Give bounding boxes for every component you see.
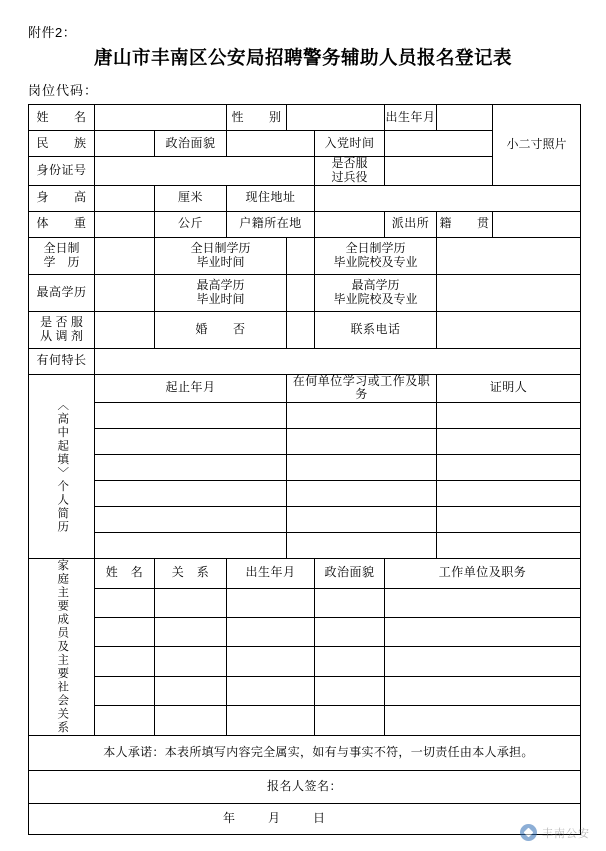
weight-unit: 公斤 — [155, 211, 227, 237]
resume-unit-cell[interactable] — [287, 403, 437, 429]
table-row — [29, 803, 581, 834]
fulltime-graduation-time-value[interactable] — [287, 237, 315, 274]
household-value[interactable] — [315, 211, 385, 237]
political-status-value[interactable] — [227, 131, 315, 157]
family-vertical-label-wrap — [29, 559, 94, 735]
gender-value[interactable] — [287, 105, 385, 131]
highest-graduation-time-value[interactable] — [287, 274, 315, 311]
table-row — [29, 348, 581, 374]
signature-label[interactable]: 报名人签名： — [29, 770, 581, 803]
family-name-cell[interactable] — [95, 676, 155, 705]
family-header-birth: 出生年月 — [227, 559, 315, 588]
table-row — [29, 455, 581, 481]
marriage-value[interactable] — [287, 311, 315, 348]
resume-period-cell[interactable] — [95, 403, 287, 429]
resume-witness-cell[interactable] — [437, 455, 581, 481]
phone-label: 联系电话 — [315, 311, 437, 348]
table-row — [29, 274, 581, 311]
resume-witness-cell[interactable] — [437, 507, 581, 533]
watermark — [520, 824, 590, 841]
family-relation-cell[interactable] — [155, 676, 227, 705]
table-row — [29, 237, 581, 274]
table-row — [29, 185, 581, 211]
name-label: 姓 名 — [29, 105, 95, 131]
family-vertical-text: 家庭主要成员及主要社会关系 — [56, 559, 69, 735]
height-value[interactable] — [95, 185, 155, 211]
resume-header-unit: 在何单位学习或工作及职务 — [287, 374, 437, 403]
resume-unit-cell[interactable] — [287, 481, 437, 507]
military-service-label — [315, 157, 385, 186]
fulltime-school-line1: 全日制学历 — [345, 240, 406, 255]
family-birth-cell[interactable] — [227, 588, 315, 617]
registration-form-table — [28, 104, 581, 835]
highest-graduation-time-label — [155, 274, 287, 311]
family-header-work: 工作单位及职务 — [385, 559, 581, 588]
phone-value[interactable] — [437, 311, 581, 348]
table-row — [29, 105, 581, 131]
table-row — [29, 403, 581, 429]
family-birth-cell[interactable] — [227, 647, 315, 676]
specialty-value[interactable] — [95, 348, 581, 374]
resume-unit-cell[interactable] — [287, 533, 437, 559]
date-line[interactable]: 年 月 日 — [29, 803, 581, 834]
family-work-cell[interactable] — [385, 618, 581, 647]
page-title: 唐山市丰南区公安局招聘警务辅助人员报名登记表 — [93, 49, 512, 69]
fulltime-education-label — [29, 237, 95, 274]
table-row — [29, 507, 581, 533]
fulltime-school-label — [315, 237, 437, 274]
highest-education-value[interactable] — [95, 274, 155, 311]
weight-value[interactable] — [95, 211, 155, 237]
resume-header-witness: 证明人 — [437, 374, 581, 403]
military-service-value[interactable] — [385, 157, 493, 186]
fulltime-graduation-time-line2: 毕业时间 — [196, 254, 245, 269]
birth-label: 出生年月 — [385, 105, 437, 131]
household-label: 户籍所在地 — [227, 211, 315, 237]
family-name-cell[interactable] — [95, 706, 155, 735]
fulltime-graduation-time-line1: 全日制学历 — [190, 240, 251, 255]
table-row — [29, 429, 581, 455]
promise-text: 本人承诺：本表所填写内容完全属实，如有与事实不符，一切责任由本人承担。 — [29, 735, 581, 770]
height-unit: 厘米 — [155, 185, 227, 211]
resume-period-cell[interactable] — [95, 507, 287, 533]
resume-unit-cell[interactable] — [287, 455, 437, 481]
resume-unit-cell[interactable] — [287, 507, 437, 533]
family-relation-cell[interactable] — [155, 618, 227, 647]
resume-unit-cell[interactable] — [287, 429, 437, 455]
height-label: 身 高 — [29, 185, 95, 211]
table-row — [29, 481, 581, 507]
resume-period-cell[interactable] — [95, 455, 287, 481]
family-header-name: 姓 名 — [95, 559, 155, 588]
highest-education-label: 最高学历 — [29, 274, 95, 311]
photo-placeholder: 小二寸照片 — [493, 105, 581, 186]
political-status-label: 政治面貌 — [155, 131, 227, 157]
table-row — [29, 374, 581, 403]
nation-label: 民 族 — [29, 131, 95, 157]
resume-vertical-text: 〈高中起填〉个人简历 — [56, 398, 69, 534]
fulltime-school-value[interactable] — [437, 237, 581, 274]
family-relation-cell[interactable] — [155, 588, 227, 617]
resume-vertical-label-wrap — [29, 375, 94, 559]
family-political-cell[interactable] — [315, 588, 385, 617]
id-number-value[interactable] — [95, 157, 315, 186]
resume-witness-cell[interactable] — [437, 429, 581, 455]
obey-assignment-line1: 是 否 服 — [40, 314, 83, 329]
gender-label: 性 别 — [227, 105, 287, 131]
family-work-cell[interactable] — [385, 676, 581, 705]
obey-assignment-line2: 从 调 剂 — [40, 328, 83, 343]
address-value[interactable] — [315, 185, 581, 211]
resume-witness-cell[interactable] — [437, 403, 581, 429]
marriage-label: 婚 否 — [155, 311, 287, 348]
native-place-value[interactable] — [493, 211, 581, 237]
family-header-political: 政治面貌 — [315, 559, 385, 588]
post-code-label: 岗位代码： — [28, 83, 99, 98]
highest-school-value[interactable] — [437, 274, 581, 311]
family-work-cell[interactable] — [385, 647, 581, 676]
party-date-value[interactable] — [385, 131, 493, 157]
table-row — [29, 735, 581, 770]
family-relation-cell[interactable] — [155, 706, 227, 735]
family-name-cell[interactable] — [95, 618, 155, 647]
table-row — [29, 588, 581, 617]
obey-assignment-label — [29, 311, 95, 348]
table-row — [29, 533, 581, 559]
table-row — [29, 770, 581, 803]
family-relation-cell[interactable] — [155, 647, 227, 676]
obey-assignment-value[interactable] — [95, 311, 155, 348]
resume-period-cell[interactable] — [95, 533, 287, 559]
table-row — [29, 211, 581, 237]
resume-vertical-label — [29, 374, 95, 559]
family-political-cell[interactable] — [315, 618, 385, 647]
highest-school-line1: 最高学历 — [351, 277, 400, 292]
fulltime-graduation-time-label — [155, 237, 287, 274]
family-birth-cell[interactable] — [227, 676, 315, 705]
family-header-relation: 关 系 — [155, 559, 227, 588]
fulltime-education-label-line1: 全日制 — [43, 240, 80, 255]
police-badge-icon — [520, 824, 537, 841]
watermark-text: 丰南公安 — [542, 827, 590, 840]
family-name-cell[interactable] — [95, 647, 155, 676]
weight-label: 体 重 — [29, 211, 95, 237]
table-row — [29, 311, 581, 348]
table-row — [29, 706, 581, 735]
family-work-cell[interactable] — [385, 588, 581, 617]
address-label: 现住地址 — [227, 185, 315, 211]
resume-period-cell[interactable] — [95, 481, 287, 507]
family-name-cell[interactable] — [95, 588, 155, 617]
family-work-cell[interactable] — [385, 706, 581, 735]
fulltime-education-value[interactable] — [95, 237, 155, 274]
highest-graduation-time-line2: 毕业时间 — [196, 291, 245, 306]
table-row — [29, 647, 581, 676]
family-birth-cell[interactable] — [227, 618, 315, 647]
fulltime-school-line2: 毕业院校及专业 — [333, 254, 418, 269]
table-row — [29, 676, 581, 705]
military-service-label-line2: 过兵役 — [331, 169, 368, 184]
nation-value[interactable] — [95, 131, 155, 157]
highest-school-label — [315, 274, 437, 311]
specialty-label: 有何特长 — [29, 348, 95, 374]
highest-graduation-time-line1: 最高学历 — [196, 277, 245, 292]
table-row — [29, 559, 581, 588]
resume-witness-cell[interactable] — [437, 481, 581, 507]
name-value[interactable] — [95, 105, 227, 131]
birth-value[interactable] — [437, 105, 493, 131]
highest-school-line2: 毕业院校及专业 — [333, 291, 418, 306]
resume-witness-cell[interactable] — [437, 533, 581, 559]
resume-period-cell[interactable] — [95, 429, 287, 455]
family-political-cell[interactable] — [315, 676, 385, 705]
military-service-label-line1: 是否服 — [331, 156, 368, 170]
attachment-label: 附件2： — [28, 25, 77, 40]
family-political-cell[interactable] — [315, 647, 385, 676]
table-row — [29, 618, 581, 647]
family-vertical-label — [29, 559, 95, 736]
native-place-label: 籍 贯 — [437, 211, 493, 237]
fulltime-education-label-line2: 学 历 — [43, 254, 80, 269]
family-birth-cell[interactable] — [227, 706, 315, 735]
resume-header-period: 起止年月 — [95, 374, 287, 403]
party-date-label: 入党时间 — [315, 131, 385, 157]
family-political-cell[interactable] — [315, 706, 385, 735]
police-station-label: 派出所 — [385, 211, 437, 237]
id-number-label: 身份证号 — [29, 157, 95, 186]
